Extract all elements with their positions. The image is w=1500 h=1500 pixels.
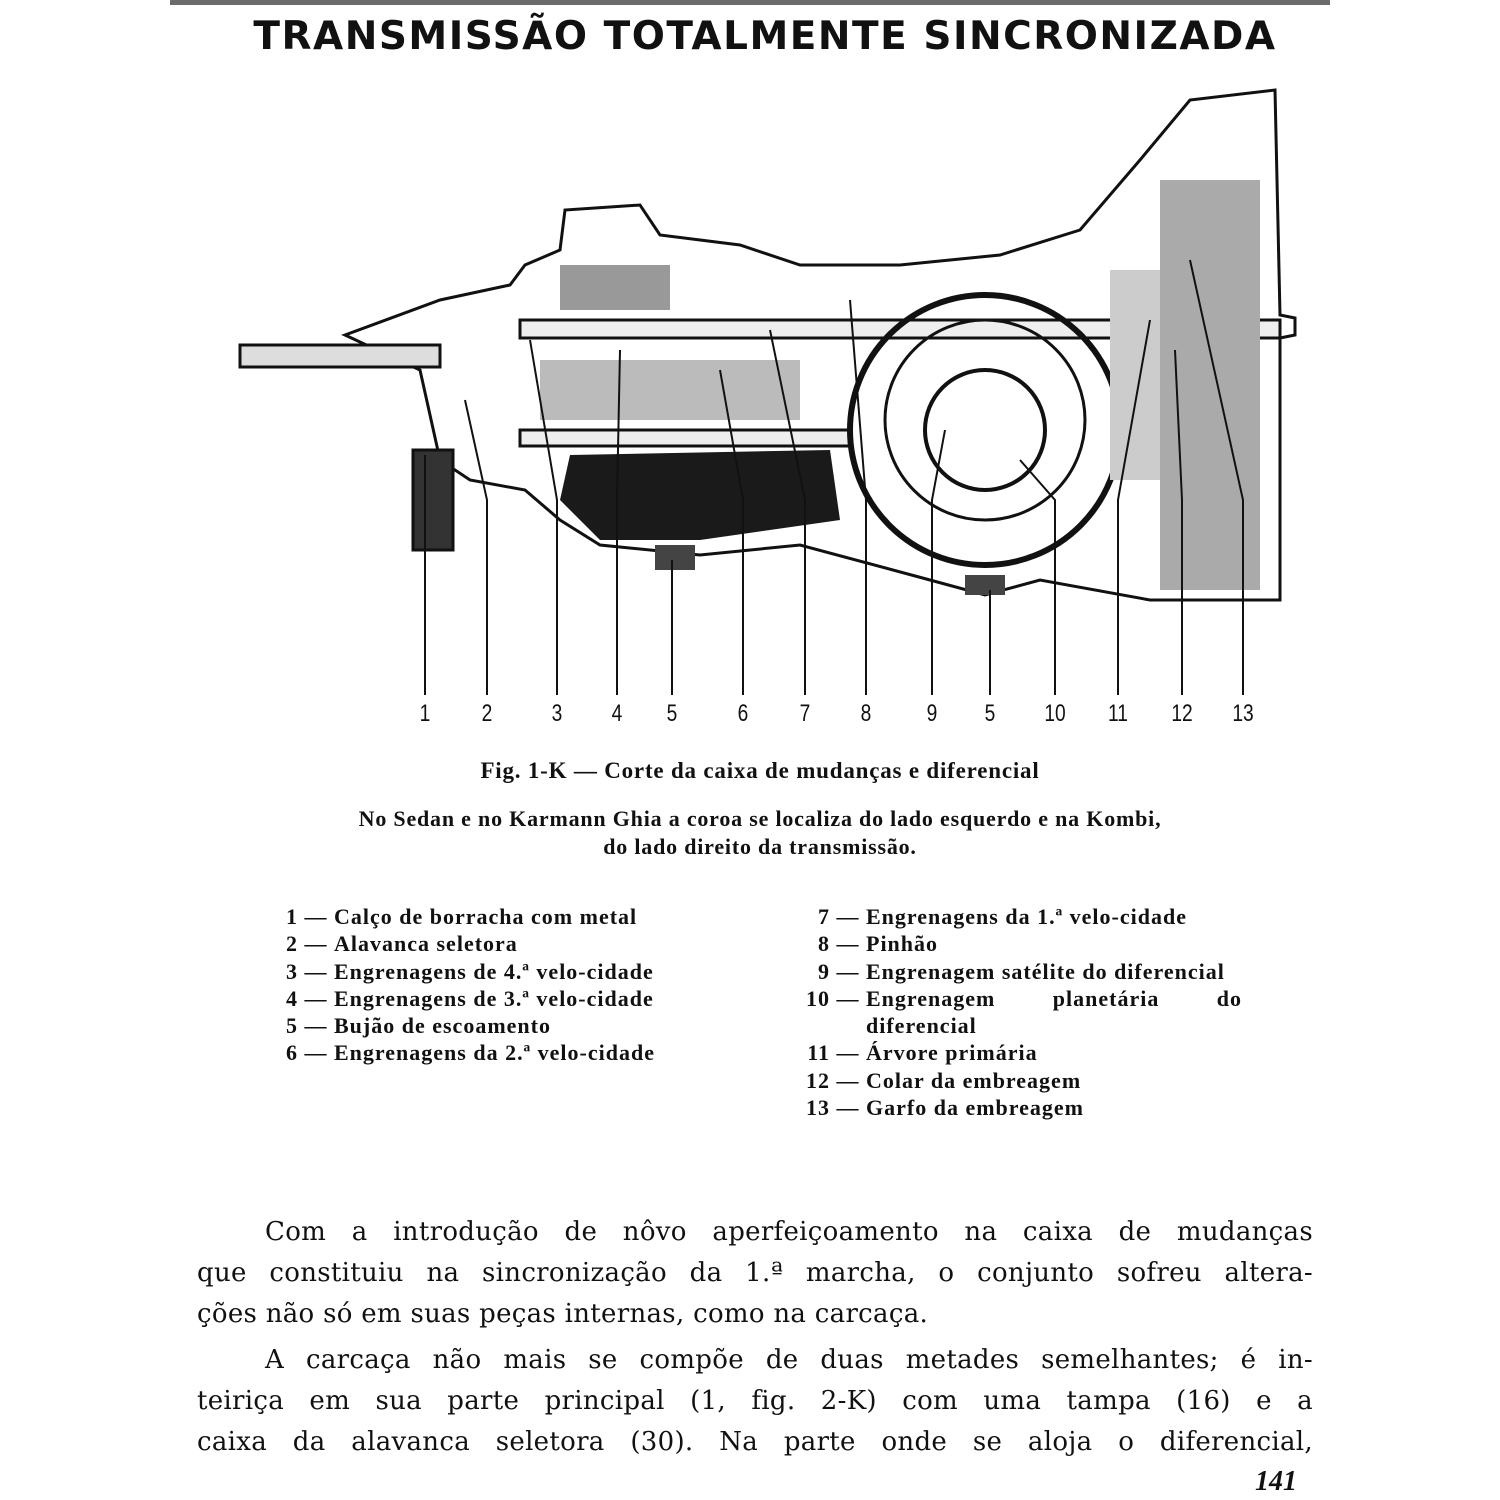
legend-item (258, 903, 710, 930)
legend-left (258, 903, 710, 1067)
legend-number: 10 (806, 985, 830, 1011)
legend-number: 8 (818, 931, 830, 957)
planet-gear (925, 370, 1045, 490)
legend-dash: — (836, 931, 860, 957)
legend-item (790, 1039, 1242, 1066)
legend-text: Engrenagens de 4.ª velo-cidade (334, 958, 654, 984)
legend-item (258, 1039, 710, 1066)
legend-text: Árvore primária (866, 1040, 1038, 1066)
legend-dash: — (304, 904, 328, 929)
legend-text: Garfo da embreagem (866, 1095, 1084, 1121)
callout-number: 4 (611, 700, 623, 727)
legend-text: Colar da embreagem (866, 1067, 1082, 1093)
leader-line (850, 300, 866, 695)
callout-number: 7 (799, 700, 811, 727)
body-paragraph-1 (197, 1212, 1313, 1335)
mount (413, 450, 453, 550)
callout-number: 1 (419, 700, 431, 727)
page-title: TRANSMISSÃO TOTALMENTE SINCRONIZADA (253, 14, 1277, 59)
legend-item (790, 958, 1242, 985)
legend-item (790, 985, 1242, 1040)
legend-item (790, 1094, 1242, 1121)
legend-number: 13 (806, 1095, 830, 1121)
legend-dash: — (304, 1040, 328, 1066)
legend-item (258, 1012, 710, 1039)
text-line: A carcaça não mais se compõe de duas metades semelhantes; é in- (265, 1345, 1313, 1375)
callout-number: 9 (926, 700, 938, 727)
legend-text: Engrenagens de 3.ª velo-cidade (334, 985, 654, 1011)
legend-dash: — (304, 1013, 328, 1039)
legend-number: 2 (286, 931, 298, 957)
legend-dash: — (836, 1040, 860, 1066)
callout-number: 13 (1232, 700, 1254, 727)
legend-text: Engrenagem satélite do diferencial (866, 958, 1225, 984)
legend-dash: — (304, 931, 328, 957)
legend-text: Calço de borracha com metal (334, 904, 638, 929)
legend-item (790, 903, 1242, 930)
legend-item (258, 985, 710, 1012)
legend-number: 5 (286, 1013, 298, 1039)
text-line: ções não só em suas peças internas, como na carcaça. (197, 1299, 929, 1329)
leader-line (932, 430, 945, 695)
legend-number: 7 (818, 904, 830, 929)
input-shaft (240, 345, 440, 367)
legend-text: Alavanca seletora (334, 931, 518, 957)
callout-number: 10 (1044, 700, 1066, 727)
legend-dash: — (836, 904, 860, 929)
figure-note-line-2: do lado direito da transmissão. (603, 834, 917, 859)
legend-number: 12 (806, 1067, 830, 1093)
legend-item (790, 930, 1242, 957)
figure-note-line-1: No Sedan e no Karmann Ghia a coroa se localiza do lado esquerdo e na Kombi, (358, 806, 1162, 831)
callout-number: 5 (984, 700, 996, 727)
legend-text: Engrenagens da 1.ª velo-cidade (866, 904, 1187, 929)
legend-item (258, 930, 710, 957)
lower-shaft (520, 430, 850, 446)
legend-dash: — (836, 958, 860, 984)
legend-dash: — (836, 1067, 860, 1093)
callout-number: 6 (737, 700, 749, 727)
callout-number: 5 (666, 700, 678, 727)
legend-number: 9 (818, 958, 830, 984)
legend-dash: — (836, 985, 860, 1011)
page-number: 141 (1255, 1466, 1297, 1497)
legend-number: 6 (286, 1040, 298, 1066)
text-line: caixa da alavanca seletora (30). Na parte onde se aloja o diferencial, (197, 1427, 1313, 1457)
legend-number: 11 (807, 1040, 830, 1066)
legend-text: Engrenagens da 2.ª velo-cidade (334, 1040, 655, 1066)
legend-dash: — (836, 1095, 860, 1121)
transmission-cutaway-illustration (0, 0, 1500, 700)
legend-right (790, 903, 1242, 1121)
callout-number: 3 (551, 700, 563, 727)
callout-number: 11 (1108, 700, 1128, 727)
leader-line (465, 400, 487, 695)
legend-text: Engrenagem planetária do diferencial (866, 985, 1242, 1039)
callout-number: 8 (860, 700, 872, 727)
text-line: teiriça em sua parte principal (1, fig. 2-K) com uma tampa (16) e a (197, 1386, 1313, 1416)
body-paragraph-2 (197, 1340, 1313, 1463)
text-line: que constituiu na sincronização da 1.ª marcha, o conjunto sofreu altera- (197, 1258, 1313, 1288)
legend-dash: — (304, 985, 328, 1011)
legend-number: 1 (286, 904, 298, 929)
legend-item (258, 958, 710, 985)
text-line: Com a introdução de nôvo aperfeiçoamento na caixa de mudanças (265, 1217, 1313, 1247)
legend-text: Pinhão (866, 931, 939, 957)
legend-number: 4 (286, 985, 298, 1011)
leader-line (1020, 460, 1055, 695)
legend-number: 3 (286, 958, 298, 984)
legend-dash: — (304, 958, 328, 984)
legend-text: Bujão de escoamento (334, 1013, 551, 1039)
callout-number: 2 (481, 700, 493, 727)
legend-item (790, 1067, 1242, 1094)
figure-caption: Fig. 1-K — Corte da caixa de mudanças e diferencial (480, 758, 1040, 783)
callout-number: 12 (1171, 700, 1193, 727)
